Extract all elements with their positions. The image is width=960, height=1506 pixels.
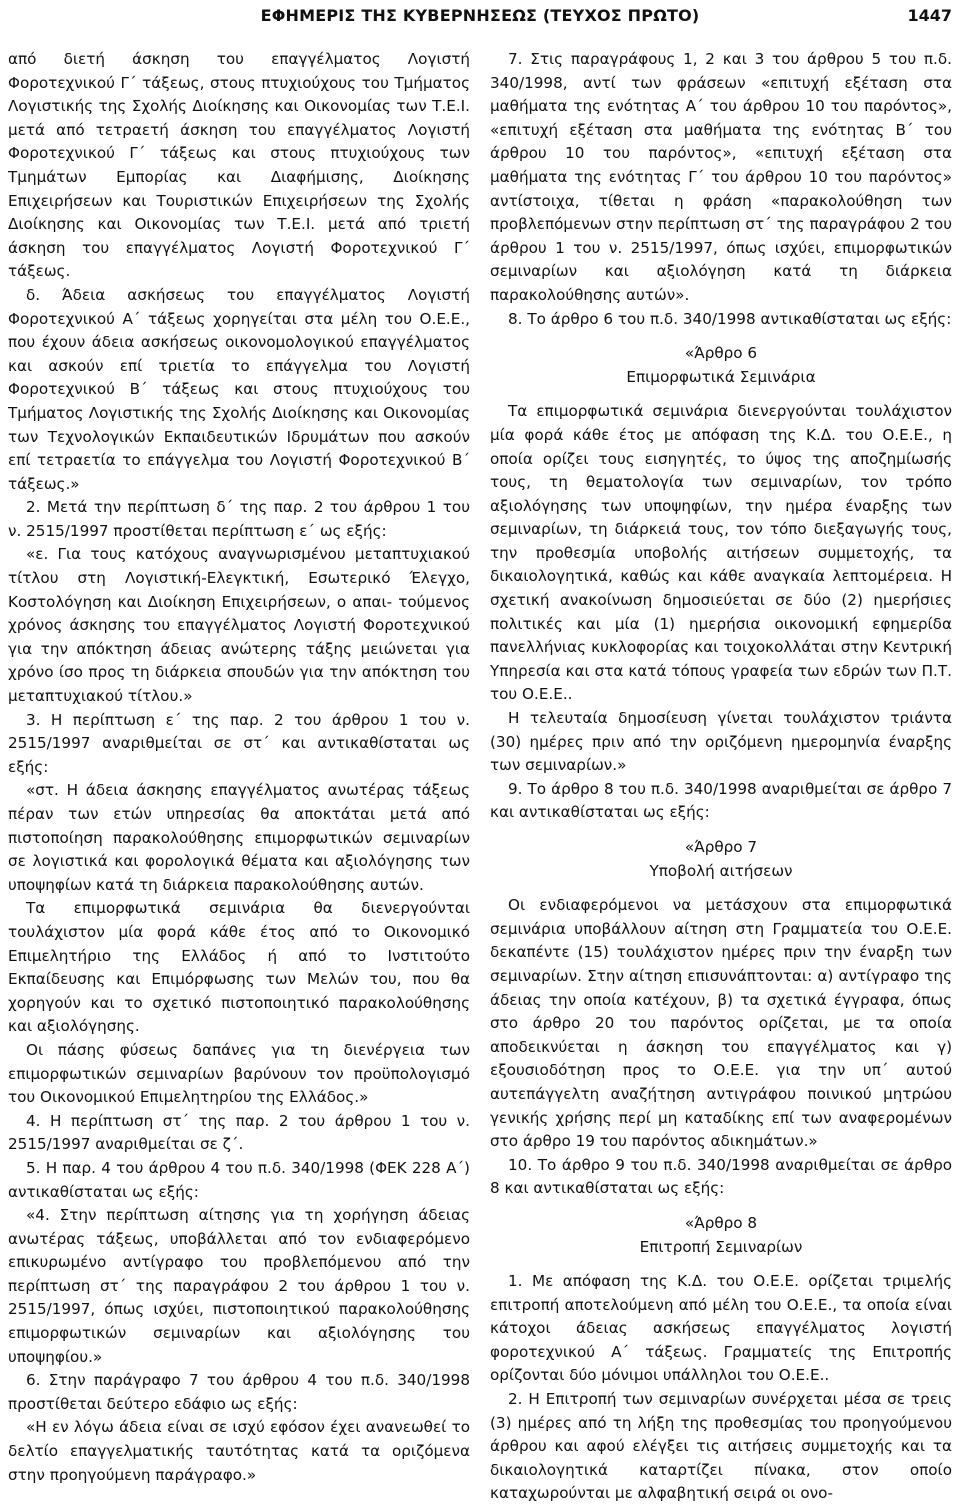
- paragraph: 3. Η περίπτωση ε΄ της παρ. 2 του άρθρου 1 του ν. 2515/1997 αναριθμείται σε στ΄ και αντικαθίσταται ως εξής:: [8, 710, 470, 776]
- left-column: [8, 48, 470, 1487]
- article-7-subtitle: Υποβολή αιτήσεων: [649, 861, 793, 880]
- article-6-heading: «Άρθρο 6: [684, 344, 758, 363]
- paragraph: «στ. Η άδεια άσκησης επαγγέλματος ανωτέρας τάξεως πέραν των ετών υπηρεσίας θα αποκτάται μετά από πιστοποίηση παρακολούθησης επιμορφωτικών σεμιναρίων σε λογιστικά και φορολογικά θέματα και αξιολόγησης των υποψηφίων κατά τη διάρκεια παρακολούθησης αυτών.: [8, 781, 470, 894]
- paragraph: 7. Στις παραγράφους 1, 2 και 3 του άρθρου 5 του π.δ. 340/1998, αντί των φράσεων «επιτυχή εξέταση στα μαθήματα της ενότητας Α΄ του άρθρου 10 του παρόντος», «επιτυχή εξέταση στα μαθήματα της ενότητας Β΄ του άρθρου 10 του παρόντος», «επιτυχή εξέταση στα μαθήματα της ενότητας Γ΄ του άρθρου 10 του παρόντος» αντίστοιχα, τίθεται η φράση «παρακολούθηση των προβλεπόμενων στην περίπτωση στ΄ της παραγράφου 2 του άρθρου 1 του ν. 2515/1997, όπως ισχύει, επιμορφωτικών σεμιναρίων και αξιολόγηση κατά τη διάρκεια παρακολούθησης αυτών».: [490, 50, 952, 304]
- paragraph: «4. Στην περίπτωση αίτησης για τη χορήγηση άδειας ανωτέρας τάξεως, υποβάλλεται από τον ενδιαφερόμενο επικυρωμένο αντίγραφο του προβλεπόμενου από την περίπτωση στ΄ της παραγράφου 2 του άρθρου 1 του ν. 2515/1997, όπως ισχύει, πιστοποιητικού παρακολούθησης επιμορφωτικών σεμιναρίων και αξιολόγησης του υποψηφίου.»: [8, 1206, 470, 1366]
- article-6-subtitle: Επιμορφωτικά Σεμινάρια: [626, 367, 816, 386]
- paragraph: «ε. Για τους κατόχους αναγνωρισμένου μεταπτυχιακού τίτλου στη Λογιστική-Ελεγκτική, Εσωτερικό Έλεγχο, Κοστολόγηση και Διοίκηση Επιχειρήσεων, ο απαι- τούμενος χρόνος άσκησης του επαγγέλματος Λογιστή Φοροτεχνικού για την απόκτηση άδειας ανώτερης τάξης μειώνεται για χρόνο ίσο προς τη διάρκεια σπουδών για την απόκτηση του μεταπτυχιακού τίτλου.»: [8, 545, 470, 706]
- paragraph: Τα επιμορφωτικά σεμινάρια διενεργούνται τουλάχιστον μία φορά κάθε έτος με απόφαση της Κ.Δ. του Ο.Ε.Ε., η οποία ορίζει τους εισηγητές, το ύψος της αποζημίωσής τους, τη θεματολογία των σεμιναρίων, τον τρόπο αξιολόγησης των υποψηφίων, την ημέρα έναρξης των σεμιναρίων, τη διάρκειά τους, τον τόπο διεξαγωγής τους, την προθεσμία υποβολής αιτήσεων συμμετοχής, τα δικαιολογητικά, καθώς και κάθε αναγκαία λεπτομέρεια. Η σχετική ανακοίνωση δημοσιεύεται σε δύο (2) ημερήσιες πολιτικές και μία (1) ημερήσια οικονομική εφημερίδα πανελλήνιας κυκλοφορίας και τοιχοκολλάται στην Κεντρική Υπηρεσία και στα κατά τόπους γραφεία των εδρών των Π.Τ. του Ο.Ε.Ε..: [490, 402, 952, 704]
- paragraph: 2. Μετά την περίπτωση δ΄ της παρ. 2 του άρθρου 1 του ν. 2515/1997 προστίθεται περίπτωση ε΄ ως εξής:: [8, 498, 470, 540]
- paragraph: 10. Το άρθρο 9 του π.δ. 340/1998 αναριθμείται σε άρθρο 8 και αντικαθίσταται ως εξής:: [490, 1155, 952, 1198]
- page-header: [0, 3, 960, 29]
- paragraph: 8. Το άρθρο 6 του π.δ. 340/1998 αντικαθίσταται ως εξής:: [508, 309, 952, 328]
- article-7-heading: «Άρθρο 7: [684, 838, 758, 856]
- paragraph: 5. Η παρ. 4 του άρθρου 4 του π.δ. 340/1998 (ΦΕΚ 228 Α΄) αντικαθίσταται ως εξής:: [8, 1158, 470, 1201]
- paragraph: Η τελευταία δημοσίευση γίνεται τουλάχιστον τριάντα (30) ημέρες πριν από την οριζόμενη ημερομηνία έναρξης των σεμιναρίων.»: [490, 709, 952, 775]
- article-8-subtitle: Επιτροπή Σεμιναρίων: [639, 1237, 803, 1256]
- paragraph: 6. Στην παράγραφο 7 του άρθρου 4 του π.δ. 340/1998 προστίθεται δεύτερο εδάφιο ως εξής:: [8, 1371, 470, 1413]
- page-number: 1447: [907, 6, 952, 25]
- paragraph: «Η εν λόγω άδεια είναι σε ισχύ εφόσον έχει ανανεωθεί το δελτίο επαγγελματικής ταυτότητας κατά τα οριζόμενα στην προηγούμενη παράγραφο.»: [8, 1418, 470, 1484]
- gazette-title: ΕΦΗΜΕΡΙΣ ΤΗΣ ΚΥΒΕΡΝΗΣΕΩΣ (ΤΕΥΧΟΣ ΠΡΩΤΟ): [260, 6, 700, 25]
- paragraph: Οι ενδιαφερόμενοι να μετάσχουν στα επιμορφωτικά σεμινάρια υποβάλλουν αίτηση στη Γραμματεία του Ο.Ε.Ε. δεκαπέντε (15) τουλάχιστον ημέρες πριν την έναρξη των σεμιναρίων. Στην αίτηση επισυνάπτονται: α) αντίγραφο της άδειας την οποία κατέχουν, β) τα σχετικά έγγραφα, όπως στο άρθρο 20 του παρόντος ορίζεται, με τα οποία αποδεικνύεται η άσκηση του επαγγέλματος και γ) εξουσιοδότηση προς το Ο.Ε.Ε. για την υπ΄ αυτού αυτεπάγγελτη αναζήτηση αντιγράφου ποινικού μητρώου γενικής χρήσης περί μη καταδίκης επί των αναφερομένων στο άρθρο 19 του παρόντος αδικημάτων.»: [490, 896, 952, 1151]
- article-8-heading: «Άρθρο 8: [684, 1213, 758, 1232]
- paragraph: 4. Η περίπτωση στ΄ της παρ. 2 του άρθρου 1 του ν. 2515/1997 αναριθμείται σε ζ΄.: [8, 1111, 470, 1154]
- paragraph: 1. Με απόφαση της Κ.Δ. του Ο.Ε.Ε. ορίζεται τριμελής επιτροπή αποτελούμενη από μέλη του Ο.Ε.Ε., τα οποία είναι κάτοχοι άδειας ασκήσεως επαγγέλματος λογιστή φοροτεχνικού Α΄ τάξεως. Γραμματείς της Επιτροπής ορίζονται δύο μόνιμοι υπάλληλοι του Ο.Ε.Ε..: [490, 1272, 952, 1385]
- paragraph: δ. Άδεια ασκήσεως του επαγγέλματος Λογιστή Φοροτεχνικού Α΄ τάξεως χορηγείται στα μέλη του Ο.Ε.Ε., που έχουν άδεια ασκήσεως οικονομολογικού επαγγέλματος και ασκούν επί τριετία το επάγγελμα του Λογιστή Φοροτεχνικού Β΄ τάξεως και στους πτυχιούχους του Τμήματος Λογιστικής της Σχολής Διοίκησης και Οικονομίας των Τεχνολογικών Εκπαιδευτικών Ιδρυμάτων που ασκούν επί τετραετία το επάγγελμα του Λογιστή Φοροτεχνικού Β΄ τάξεως.»: [8, 285, 470, 493]
- paragraph: από διετή άσκηση του επαγγέλματος Λογιστή Φοροτεχνικού Γ΄ τάξεως, στους πτυχιούχους του Τμήματος Λογιστικής της Σχολής Διοίκησης και Οικονομίας των Τ.Ε.Ι. μετά από τετραετή άσκηση του επαγγέλματος Λογιστή Φοροτεχνικού Γ΄ τάξεως και στους πτυχιούχους των Τμημάτων Εμπορίας και Διαφήμισης, Διοίκησης Επιχειρήσεων και Τουριστικών Επιχειρήσεων της Σχολής Διοίκησης και Οικονομίας των Τ.Ε.Ι. μετά από τριετή άσκηση του επαγγέλματος Λογιστή Φοροτεχνικού Γ΄ τάξεως.: [8, 50, 470, 281]
- paragraph: Οι πάσης φύσεως δαπάνες για τη διενέργεια των επιμορφωτικών σεμιναρίων βαρύνουν τον προϋπολογισμό του Οικονομικού Επιμελητηρίου της Ελλάδος.»: [8, 1040, 470, 1107]
- paragraph: 9. Το άρθρο 8 του π.δ. 340/1998 αναριθμείται σε άρθρο 7 και αντικαθίσταται ως εξής:: [490, 779, 952, 822]
- paragraph: Τα επιμορφωτικά σεμινάρια θα διενεργούνται τουλάχιστον μία φορά κάθε έτος από το Οικονομικό Επιμελητήριο της Ελλάδος ή από το Ινστιτούτο Εκπαίδευσης και Επιμόρφωσης των Μελών του, που θα χορηγούν και το σχετικό πιστοποιητικό παρακολούθησης και αξιολόγησης.: [8, 899, 470, 1036]
- paragraph: 2. Η Επιτροπή των σεμιναρίων συνέρχεται μέσα σε τρεις (3) ημέρες από τη λήξη της προθεσμίας του προηγούμενου άρθρου και αφού ελέγξει τις αιτήσεις συμμετοχής και τα δικαιολογητικά καταρτίζει πίνακα, στον οποίο καταχωρούνται με αλφαβητική σειρά οι ονο-: [490, 1390, 952, 1503]
- right-column: [490, 48, 952, 1506]
